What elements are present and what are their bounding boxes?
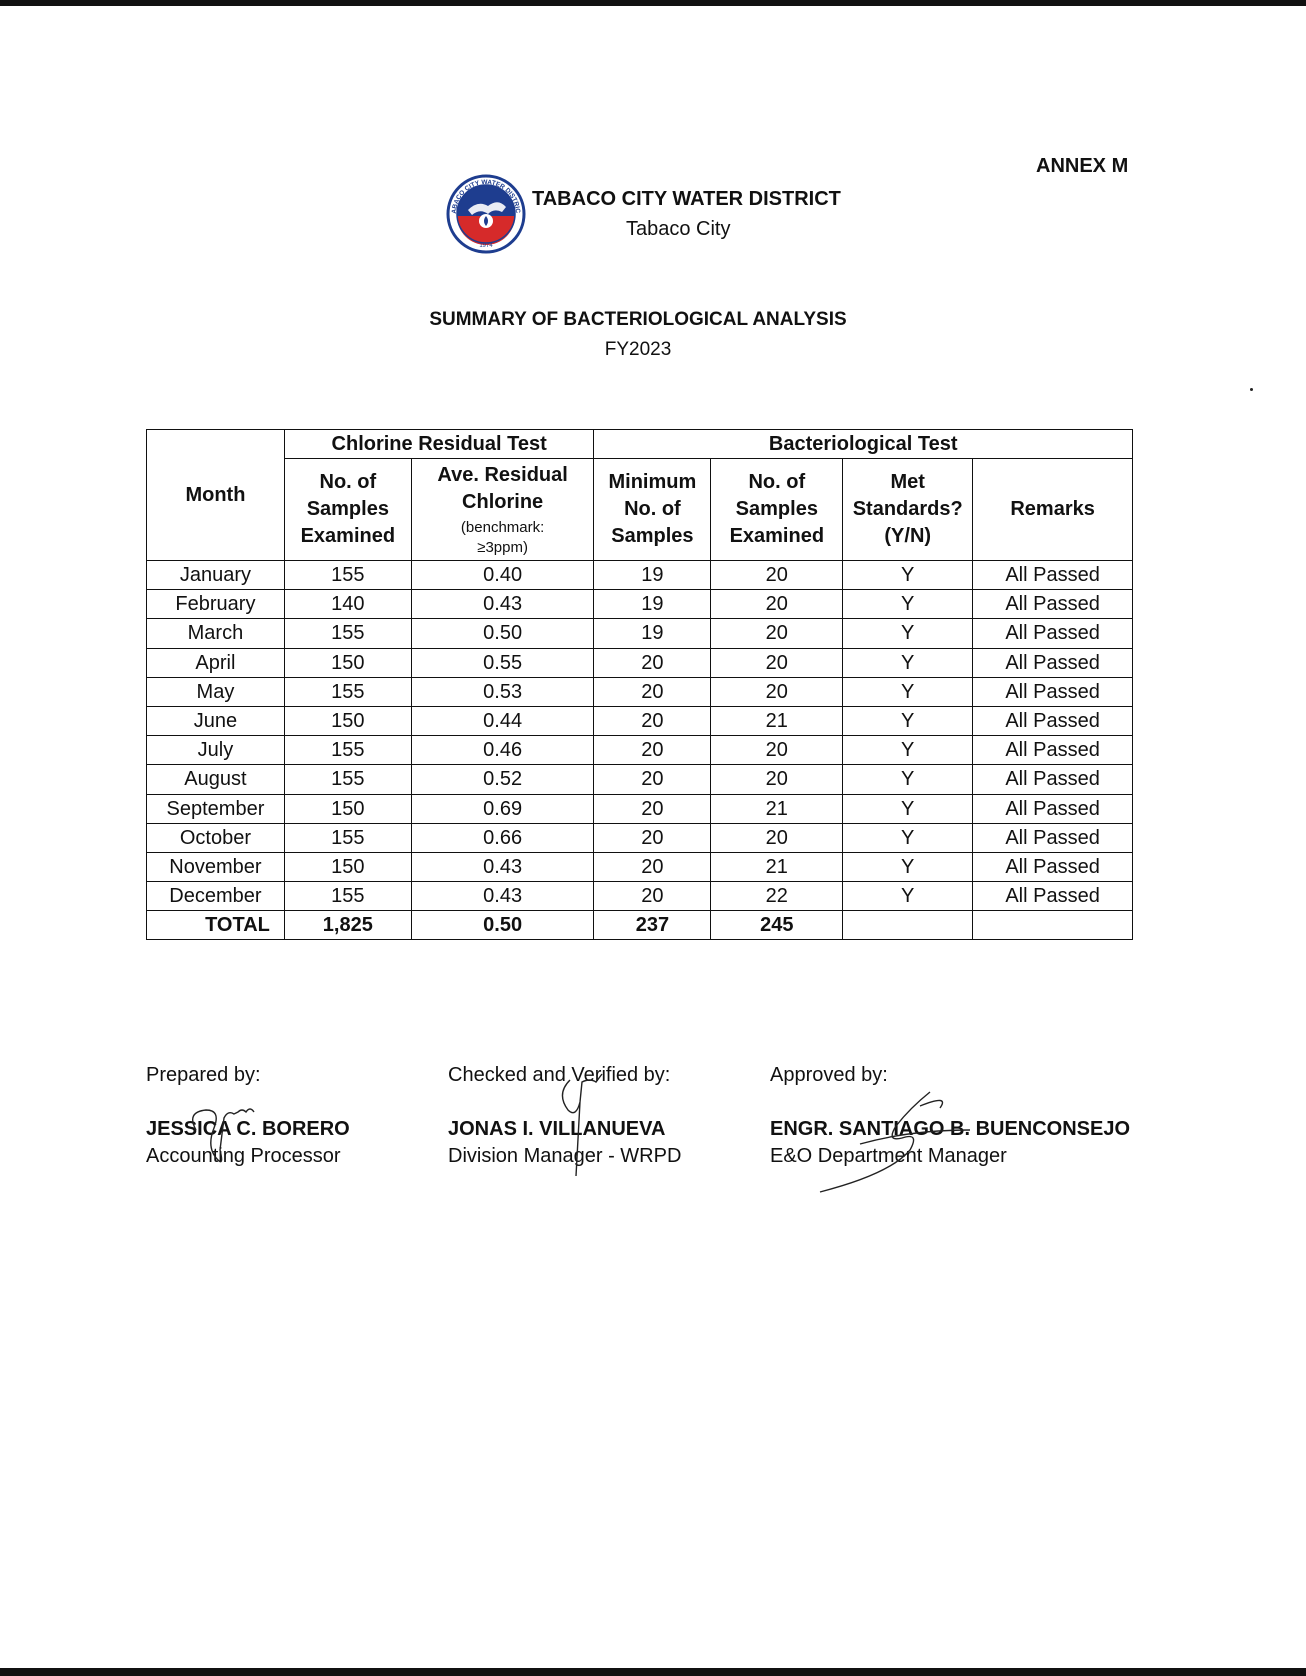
cell-min-samples: 20: [594, 823, 711, 852]
table-row: [147, 852, 1133, 881]
cell-remarks: All Passed: [973, 736, 1133, 765]
table-total-row: [147, 911, 1133, 940]
header-line: Samples: [735, 498, 818, 520]
table-row: [147, 882, 1133, 911]
cell-min-samples: 20: [594, 765, 711, 794]
header-met-standards: [843, 459, 973, 561]
water-district-seal-icon: [446, 174, 526, 254]
cell-met-standards: Y: [843, 823, 973, 852]
cell-month: March: [147, 619, 285, 648]
cell-month: February: [147, 590, 285, 619]
table-row: [147, 765, 1133, 794]
header-line: No. of: [748, 471, 806, 493]
header-line: Samples: [306, 498, 389, 520]
signatory-name: JONAS I. VILLANUEVA: [448, 1118, 666, 1140]
cell-ave-residual: 0.44: [411, 706, 594, 735]
cell-ave-residual: 0.66: [411, 823, 594, 852]
cell-month: September: [147, 794, 285, 823]
header-line: (Y/N): [884, 525, 932, 547]
org-city: Tabaco City: [626, 218, 731, 240]
table-column-header-row: [147, 459, 1133, 561]
cell-month: December: [147, 882, 285, 911]
page-subtitle: FY2023: [604, 339, 672, 360]
cell-chlorine-samples: 155: [284, 561, 411, 590]
org-name: TABACO CITY WATER DISTRICT: [532, 188, 841, 210]
cell-ave-residual: 0.53: [411, 677, 594, 706]
cell-chlorine-samples: 155: [284, 619, 411, 648]
scan-bottom-border: [0, 1668, 1306, 1676]
table-row: [147, 648, 1133, 677]
cell-chlorine-samples: 155: [284, 765, 411, 794]
signatory-name: JESSICA C. BORERO: [146, 1118, 350, 1140]
cell-ave-residual: 0.55: [411, 648, 594, 677]
cell-bact-samples: 20: [711, 677, 843, 706]
annex-label: ANNEX M: [1036, 155, 1129, 177]
cell-chlorine-samples: 150: [284, 794, 411, 823]
cell-bact-samples: 20: [711, 648, 843, 677]
cell-chlorine-samples: 140: [284, 590, 411, 619]
cell-chlorine-samples: 155: [284, 736, 411, 765]
cell-chlorine-samples: 155: [284, 677, 411, 706]
cell-min-samples: 19: [594, 619, 711, 648]
bacteriological-summary-table: [146, 429, 1133, 940]
scan-top-border: [0, 0, 1306, 6]
header-line: Standards?: [852, 498, 963, 520]
table-row: [147, 590, 1133, 619]
signatory-role: Division Manager - WRPD: [448, 1145, 682, 1167]
cell-ave-residual: 0.50: [411, 619, 594, 648]
cell-met-standards: Y: [843, 736, 973, 765]
cell-remarks: All Passed: [973, 765, 1133, 794]
table-group-header-row: [147, 430, 1133, 459]
cell-met-standards: Y: [843, 590, 973, 619]
header-ave-residual: [411, 459, 594, 561]
cell-total-min-samples: 237: [594, 911, 711, 940]
cell-ave-residual: 0.52: [411, 765, 594, 794]
signatory-role: E&O Department Manager: [770, 1145, 1007, 1167]
header-min-samples: [594, 459, 711, 561]
title-block: [0, 309, 1276, 361]
cell-total-met-standards: [843, 911, 973, 940]
cell-remarks: All Passed: [973, 852, 1133, 881]
table-row: [147, 736, 1133, 765]
cell-remarks: All Passed: [973, 794, 1133, 823]
cell-month: July: [147, 736, 285, 765]
signature-caption: Approved by:: [770, 1064, 888, 1086]
cell-bact-samples: 20: [711, 561, 843, 590]
seal-year: 1974: [479, 243, 493, 249]
header-line: Met: [890, 471, 925, 493]
cell-remarks: All Passed: [973, 882, 1133, 911]
cell-ave-residual: 0.40: [411, 561, 594, 590]
cell-chlorine-samples: 150: [284, 852, 411, 881]
cell-remarks: All Passed: [973, 590, 1133, 619]
signature-caption: Prepared by:: [146, 1064, 261, 1086]
cell-remarks: All Passed: [973, 561, 1133, 590]
cell-chlorine-samples: 150: [284, 648, 411, 677]
cell-min-samples: 20: [594, 677, 711, 706]
header-chlorine-samples: [284, 459, 411, 561]
cell-min-samples: 19: [594, 590, 711, 619]
cell-min-samples: 20: [594, 794, 711, 823]
cell-bact-samples: 20: [711, 823, 843, 852]
cell-met-standards: Y: [843, 648, 973, 677]
benchmark-note: ≥3ppm): [477, 538, 528, 556]
cell-met-standards: Y: [843, 852, 973, 881]
cell-remarks: All Passed: [973, 823, 1133, 852]
cell-remarks: All Passed: [973, 619, 1133, 648]
cell-chlorine-samples: 150: [284, 706, 411, 735]
cell-met-standards: Y: [843, 765, 973, 794]
header-month: Month: [147, 430, 285, 561]
cell-remarks: All Passed: [973, 677, 1133, 706]
header-group-bacteriological: Bacteriological Test: [594, 430, 1133, 459]
page-title: SUMMARY OF BACTERIOLOGICAL ANALYSIS: [429, 309, 847, 330]
handwritten-signature-icon: [800, 1086, 990, 1196]
cell-met-standards: Y: [843, 706, 973, 735]
table-row: [147, 706, 1133, 735]
cell-total-remarks: [973, 911, 1133, 940]
cell-min-samples: 20: [594, 648, 711, 677]
header-bact-samples: [711, 459, 843, 561]
signature-block-prepared: [146, 1064, 350, 1168]
seal-text: ABACO CITY WATER DISTRIC: [450, 178, 522, 214]
cell-bact-samples: 20: [711, 619, 843, 648]
cell-bact-samples: 22: [711, 882, 843, 911]
cell-bact-samples: 21: [711, 794, 843, 823]
cell-met-standards: Y: [843, 882, 973, 911]
header-line: Minimum: [608, 471, 697, 493]
cell-met-standards: Y: [843, 794, 973, 823]
table-row: [147, 794, 1133, 823]
table-row: [147, 561, 1133, 590]
header-group-chlorine: Chlorine Residual Test: [284, 430, 594, 459]
cell-remarks: All Passed: [973, 648, 1133, 677]
cell-month: August: [147, 765, 285, 794]
cell-ave-residual: 0.46: [411, 736, 594, 765]
cell-bact-samples: 20: [711, 590, 843, 619]
cell-min-samples: 20: [594, 736, 711, 765]
cell-total-label: TOTAL: [147, 911, 285, 940]
header-line: Examined: [729, 525, 825, 547]
cell-total-ave-residual: 0.50: [411, 911, 594, 940]
cell-ave-residual: 0.43: [411, 882, 594, 911]
cell-bact-samples: 21: [711, 706, 843, 735]
cell-ave-residual: 0.43: [411, 852, 594, 881]
letterhead: [446, 174, 866, 254]
signature-block-approved: [770, 1064, 1130, 1168]
cell-month: May: [147, 677, 285, 706]
cell-bact-samples: 20: [711, 765, 843, 794]
header-line: No. of: [624, 498, 681, 520]
cell-total-bact-samples: 245: [711, 911, 843, 940]
cell-bact-samples: 21: [711, 852, 843, 881]
cell-month: January: [147, 561, 285, 590]
benchmark-note: (benchmark:: [460, 518, 545, 536]
cell-month: April: [147, 648, 285, 677]
cell-bact-samples: 20: [711, 736, 843, 765]
scan-speck: [1250, 388, 1253, 391]
cell-ave-residual: 0.69: [411, 794, 594, 823]
cell-min-samples: 20: [594, 882, 711, 911]
signature-block-checked: [448, 1064, 681, 1168]
signatory-role: Accounting Processor: [146, 1145, 341, 1167]
signature-caption: Checked and Verified by:: [448, 1064, 671, 1086]
cell-remarks: All Passed: [973, 706, 1133, 735]
cell-ave-residual: 0.43: [411, 590, 594, 619]
cell-chlorine-samples: 155: [284, 823, 411, 852]
header-remarks: Remarks: [973, 459, 1133, 561]
cell-met-standards: Y: [843, 677, 973, 706]
cell-met-standards: Y: [843, 619, 973, 648]
header-line: Examined: [300, 525, 396, 547]
table-row: [147, 619, 1133, 648]
cell-min-samples: 20: [594, 852, 711, 881]
table-row: [147, 677, 1133, 706]
cell-month: November: [147, 852, 285, 881]
header-line: No. of: [319, 471, 377, 493]
cell-chlorine-samples: 155: [284, 882, 411, 911]
cell-month: June: [147, 706, 285, 735]
cell-met-standards: Y: [843, 561, 973, 590]
cell-min-samples: 20: [594, 706, 711, 735]
signatory-name: ENGR. SANTIAGO B. BUENCONSEJO: [770, 1118, 1131, 1140]
cell-min-samples: 19: [594, 561, 711, 590]
cell-total-chlorine-samples: 1,825: [284, 911, 411, 940]
header-line: Ave. Residual: [437, 463, 568, 486]
table-row: [147, 823, 1133, 852]
header-line: Samples: [611, 525, 694, 547]
cell-month: October: [147, 823, 285, 852]
header-line: Chlorine: [462, 490, 544, 513]
